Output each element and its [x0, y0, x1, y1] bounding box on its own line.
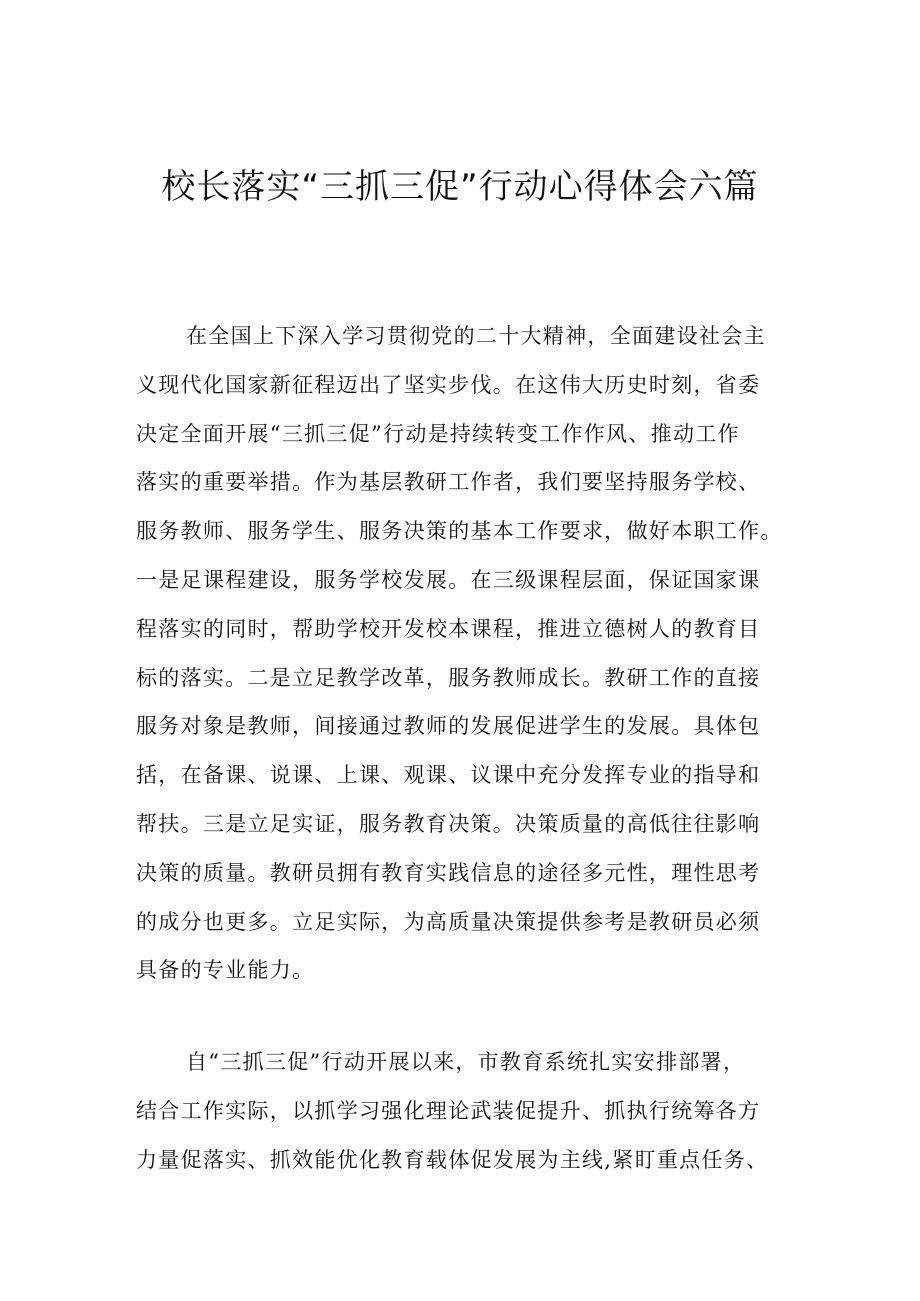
- text-line: 括，在备课、说课、上课、观课、议课中充分发挥专业的指导和: [136, 763, 761, 788]
- text-line: 程落实的同时，帮助学校开发校本课程，推进立德树人的教育目: [136, 616, 761, 641]
- text-line: 结合工作实际，以抓学习强化理论武装促提升、抓执行统筹各方: [136, 1098, 761, 1123]
- text-line: 服务教师、服务学生、服务决策的基本工作要求，做好本职工作。: [136, 519, 783, 544]
- text-line: 在全国上下深入学习贯彻党的二十大精神，全面建设社会主: [186, 324, 766, 348]
- text-line: 自“三抓三促”行动开展以来，市教育系统扎实安排部署，: [186, 1050, 746, 1074]
- text-line: 力量促落实、抓效能优化教育载体促发展为主线,紧盯重点任务、: [136, 1147, 769, 1172]
- text-line: 决定全面开展“三抓三促”行动是持续转变工作作风、推动工作: [136, 421, 740, 446]
- paragraph-2: [136, 1038, 804, 1184]
- text-line: 帮扶。三是立足实证，服务教育决策。决策质量的高低往往影响: [136, 811, 761, 836]
- paragraph-text: [136, 1038, 804, 1184]
- document-title: 校长落实“三抓三促”行动心得体会六篇: [161, 167, 759, 207]
- text-line: 一是足课程建设，服务学校发展。在三级课程层面，保证国家课: [136, 567, 761, 592]
- text-line: 义现代化国家新征程迈出了坚实步伐。在这伟大历史时刻，省委: [136, 372, 761, 397]
- text-line: 标的落实。二是立足教学改革，服务教师成长。教研工作的直接: [136, 665, 761, 690]
- paragraph-text: [136, 312, 804, 995]
- text-line: 具备的专业能力。: [136, 958, 315, 983]
- text-line: 服务对象是教师，间接通过教师的发展促进学生的发展。具体包: [136, 714, 761, 739]
- text-line: 落实的重要举措。作为基层教研工作者，我们要坚持服务学校、: [136, 470, 761, 495]
- paragraph-1: [136, 312, 804, 995]
- text-line: 决策的质量。教研员拥有教育实践信息的途径多元性，理性思考: [136, 860, 761, 885]
- text-line: 的成分也更多。立足实际，为高质量决策提供参考是教研员必须: [136, 909, 761, 934]
